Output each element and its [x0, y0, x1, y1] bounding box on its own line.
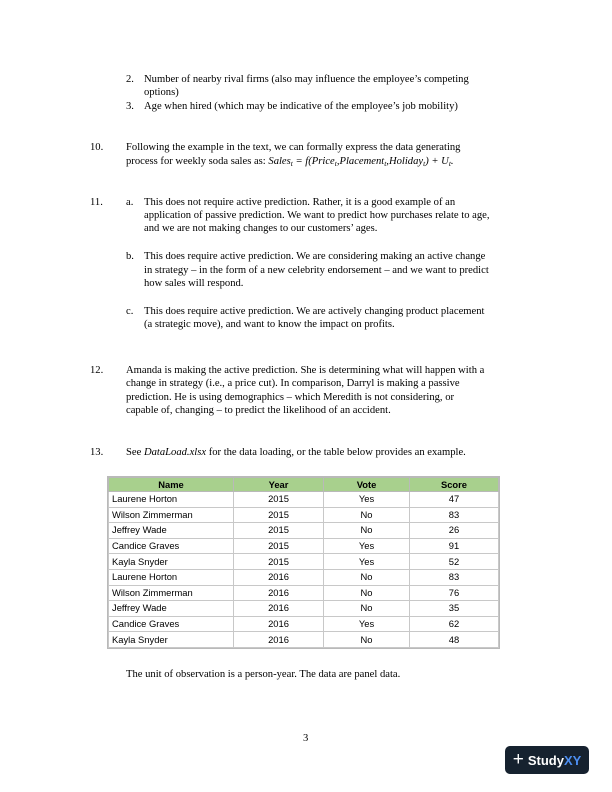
table-row: [109, 507, 499, 523]
cell-vote: No: [324, 507, 410, 523]
cell-vote: Yes: [324, 616, 410, 632]
badge-text-xy: XY: [563, 752, 582, 768]
dataload-file-name: DataLoad.xlsx: [143, 447, 207, 458]
cell-year: 2016: [234, 601, 324, 617]
cell-score: 26: [410, 523, 499, 539]
studyxy-badge: [505, 746, 589, 774]
header-vote: Vote: [324, 478, 410, 492]
cell-year: 2016: [234, 585, 324, 601]
header-year: Year: [234, 478, 324, 492]
cell-score: 52: [410, 554, 499, 570]
cell-vote: No: [324, 601, 410, 617]
table-row: [109, 569, 499, 585]
question-11-number: 11.: [90, 197, 103, 208]
question-12-line-1: Amanda is making the active prediction. She is determining what will happen with a: [126, 365, 485, 376]
cell-year: 2016: [234, 569, 324, 585]
question-11a-line-2: application of passive prediction. We want to predict how purchases relate to age,: [144, 210, 490, 221]
cell-vote: No: [324, 585, 410, 601]
panel-data-table: [108, 477, 499, 648]
cell-year: 2015: [234, 492, 324, 508]
question-12-line-2: change in strategy (i.e., a price cut). In comparison, Darryl is making a passive: [126, 378, 460, 389]
table-row: [109, 585, 499, 601]
cell-vote: No: [324, 523, 410, 539]
header-name: Name: [109, 478, 234, 492]
cell-vote: Yes: [324, 554, 410, 570]
cell-vote: Yes: [324, 492, 410, 508]
list-number-3: 3.: [126, 101, 134, 112]
question-11b-letter: b.: [126, 251, 134, 262]
table-row: [109, 601, 499, 617]
question-12-line-4: capable of, changing – to predict the likelihood of an accident.: [126, 405, 391, 416]
cell-name: Candice Graves: [109, 538, 234, 554]
cell-score: 91: [410, 538, 499, 554]
list-item-2-line-2: options): [144, 87, 179, 98]
cell-year: 2015: [234, 538, 324, 554]
question-11c-letter: c.: [126, 306, 134, 317]
question-11b-line-3: how sales will respond.: [144, 278, 244, 289]
sales-equation: Sales$_t$ = f(Price$_t$,Placement$_t$,Holiday$_t$) + $U_t$.: [268, 156, 454, 168]
cell-score: 35: [410, 601, 499, 617]
question-11a-line-3: and we are not making changes to our customers’ ages.: [144, 223, 378, 234]
list-number-2: 2.: [126, 74, 134, 85]
question-12-number: 12.: [90, 365, 104, 376]
table-row: [109, 632, 499, 648]
question-11c-line-2: (a strategic move), and want to know the impact on profits.: [144, 319, 395, 330]
cell-name: Jeffrey Wade: [109, 523, 234, 539]
cell-year: 2016: [234, 616, 324, 632]
question-11a-letter: a.: [126, 197, 134, 208]
closing-statement: The unit of observation is a person-year. The data are panel data.: [126, 669, 401, 680]
cell-year: 2015: [234, 507, 324, 523]
question-11b-line-1: This does require active prediction. We are considering making an active change: [144, 251, 486, 262]
table-row: [109, 616, 499, 632]
question-11a-line-1: This does not require active prediction. Rather, it is a good example of an: [144, 197, 456, 208]
list-item-2-line-1: Number of nearby rival firms (also may influence the employee’s competing: [144, 74, 469, 85]
cell-score: 83: [410, 569, 499, 585]
cell-name: Jeffrey Wade: [109, 601, 234, 617]
cell-vote: No: [324, 569, 410, 585]
cell-score: 83: [410, 507, 499, 523]
cell-year: 2016: [234, 632, 324, 648]
cell-name: Wilson Zimmerman: [109, 585, 234, 601]
question-10-number: 10.: [90, 142, 104, 153]
page-number: 3: [303, 733, 309, 744]
question-10-line-1: Following the example in the text, we can formally express the data generating: [126, 142, 461, 153]
cell-name: Kayla Snyder: [109, 632, 234, 648]
question-12-line-3: prediction. He is using demographics – which Meredith is not considering, or: [126, 392, 455, 403]
table-row: [109, 538, 499, 554]
table-header-row: [109, 478, 499, 492]
cell-name: Kayla Snyder: [109, 554, 234, 570]
cell-year: 2015: [234, 523, 324, 539]
cell-name: Laurene Horton: [109, 492, 234, 508]
cell-name: Wilson Zimmerman: [109, 507, 234, 523]
cell-year: 2015: [234, 554, 324, 570]
table-row: [109, 523, 499, 539]
question-13-line: See DataLoad.xlsx for the data loading, or the table below provides an example.: [126, 447, 466, 458]
plus-icon: +: [512, 749, 524, 770]
question-10-line-2: [126, 155, 454, 170]
cell-name: Laurene Horton: [109, 569, 234, 585]
question-13-number: 13.: [90, 447, 104, 458]
badge-text-study: Study: [527, 752, 564, 768]
header-score: Score: [410, 478, 499, 492]
list-item-3-line-1: Age when hired (which may be indicative of the employee’s job mobility): [144, 101, 458, 112]
question-11c-line-1: This does require active prediction. We are actively changing product placement: [144, 306, 485, 317]
cell-vote: Yes: [324, 538, 410, 554]
cell-score: 47: [410, 492, 499, 508]
question-10-prefix: process for weekly soda sales as:: [126, 156, 269, 167]
cell-score: 62: [410, 616, 499, 632]
cell-name: Candice Graves: [109, 616, 234, 632]
question-11b-line-2: in strategy – in the form of a new celebrity endorsement – and we want to predict: [144, 265, 489, 276]
cell-vote: No: [324, 632, 410, 648]
table-row: [109, 554, 499, 570]
cell-score: 76: [410, 585, 499, 601]
table-row: [109, 492, 499, 508]
cell-score: 48: [410, 632, 499, 648]
